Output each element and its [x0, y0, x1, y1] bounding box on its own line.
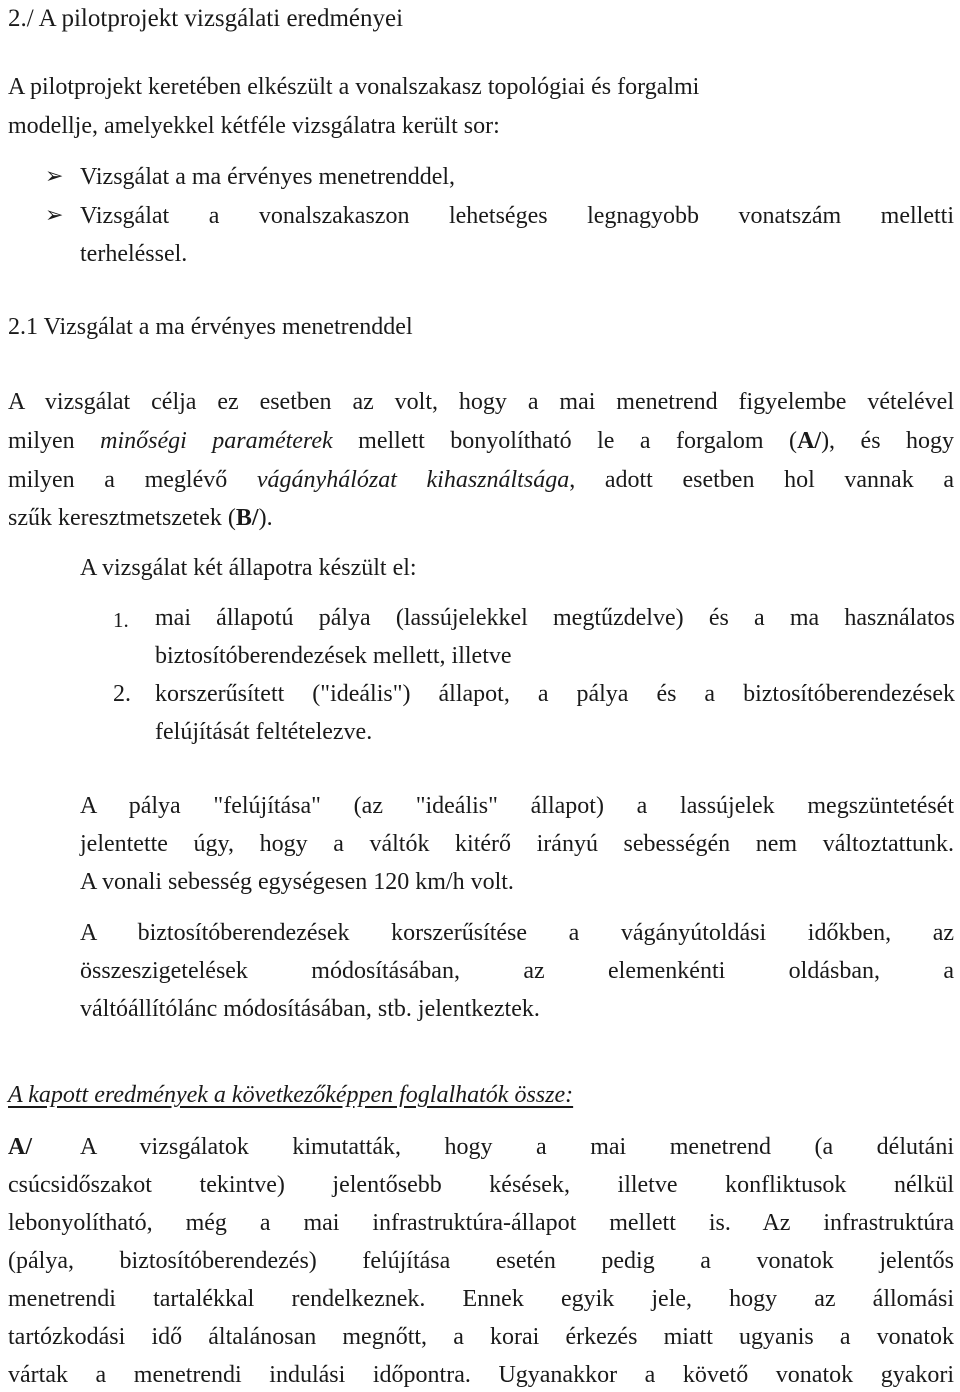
para3-line-3: A vonali sebesség egységesen 120 km/h volt. [80, 869, 514, 895]
para4-line-1: A biztosítóberendezések korszerűsítése a vágányútoldási időkben, az [80, 920, 954, 946]
intro-line-1: A pilotprojekt keretében elkészült a vonalszakasz topológiai és forgalmi [8, 74, 700, 100]
para1-line-4: szűk keresztmetszetek (B/). [8, 505, 273, 531]
para3-line-1: A pálya "felújítása" (az "ideális" állapot) a lassújelek megszüntetését [80, 793, 954, 819]
list-number: 2. [113, 681, 131, 707]
bullet-item-2-cont: terheléssel. [80, 241, 188, 267]
list-item-2-line-1: korszerűsített ("ideális") állapot, a pálya és a biztosítóberendezések [155, 681, 955, 707]
para4-line-3: váltóállítólánc módosításában, stb. jelentkeztek. [80, 996, 540, 1022]
subsection-title: 2.1 Vizsgálat a ma érvényes menetrenddel [8, 314, 413, 340]
results-line-4: (pálya, biztosítóberendezés) felújítása esetén pedig a vonatok jelentős [8, 1248, 954, 1274]
arrow-bullet-icon: ➢ [45, 163, 64, 188]
results-line-1: A vizsgálatok kimutatták, hogy a mai menetrend (a délutáni [80, 1134, 954, 1160]
list-item-1-line-1: mai állapotú pálya (lassújelekkel megtűzdelve) és a ma használatos [155, 605, 955, 631]
section-heading: 2./ A pilotprojekt vizsgálati eredményei [8, 5, 404, 32]
bullet-item-1: Vizsgálat a ma érvényes menetrenddel, [80, 164, 456, 190]
results-heading: A kapott eredmények a következőképpen foglalhatók össze: [8, 1082, 574, 1108]
para4-line-2: összeszigetelések módosításában, az elemenkénti oldásban, a [80, 958, 954, 984]
list-item-1-line-2: biztosítóberendezések mellett, illetve [155, 643, 512, 669]
para1-line-3: milyen a meglévő vágányhálózat kihasználtsága, adott esetben hol vannak a [8, 467, 955, 493]
para3-line-2: jelentette úgy, hogy a váltók kitérő irányú sebességén nem változtattunk. [80, 831, 954, 857]
results-line-6: tartózkodási idő általánosan megnőtt, a korai érkezés miatt ugyanis a vonatok [8, 1324, 954, 1350]
results-label: A/ [8, 1134, 32, 1160]
list-item-2-line-2: felújítását feltételezve. [155, 719, 373, 745]
results-line-5: menetrendi tartalékkal rendelkeznek. Ennek egyik jele, hogy az állomási [8, 1286, 954, 1312]
bullet-item-2: Vizsgálat a vonalszakaszon lehetséges legnagyobb vonatszám melletti [80, 203, 954, 229]
intro-line-2: modellje, amelyekkel kétféle vizsgálatra került sor: [8, 113, 500, 139]
results-line-7: vártak a menetrendi indulási időpontra. Ugyanakkor a követő vonatok gyakori [8, 1362, 954, 1388]
para1-line-1: A vizsgálat célja ez esetben az volt, hogy a mai menetrend figyelembe vételével [8, 389, 954, 415]
arrow-bullet-icon: ➢ [45, 202, 64, 227]
para1-line-2: milyen minőségi paraméterek mellett bonyolítható le a forgalom (A/), és hogy [8, 428, 955, 454]
para2: A vizsgálat két állapotra készült el: [80, 555, 417, 581]
results-line-3: lebonyolítható, még a mai infrastruktúra-állapot mellett is. Az infrastruktúra [8, 1210, 954, 1236]
results-line-2: csúcsidőszakot tekintve) jelentősebb késések, illetve konfliktusok nélkül [8, 1172, 954, 1198]
list-number: 1. [113, 608, 129, 632]
